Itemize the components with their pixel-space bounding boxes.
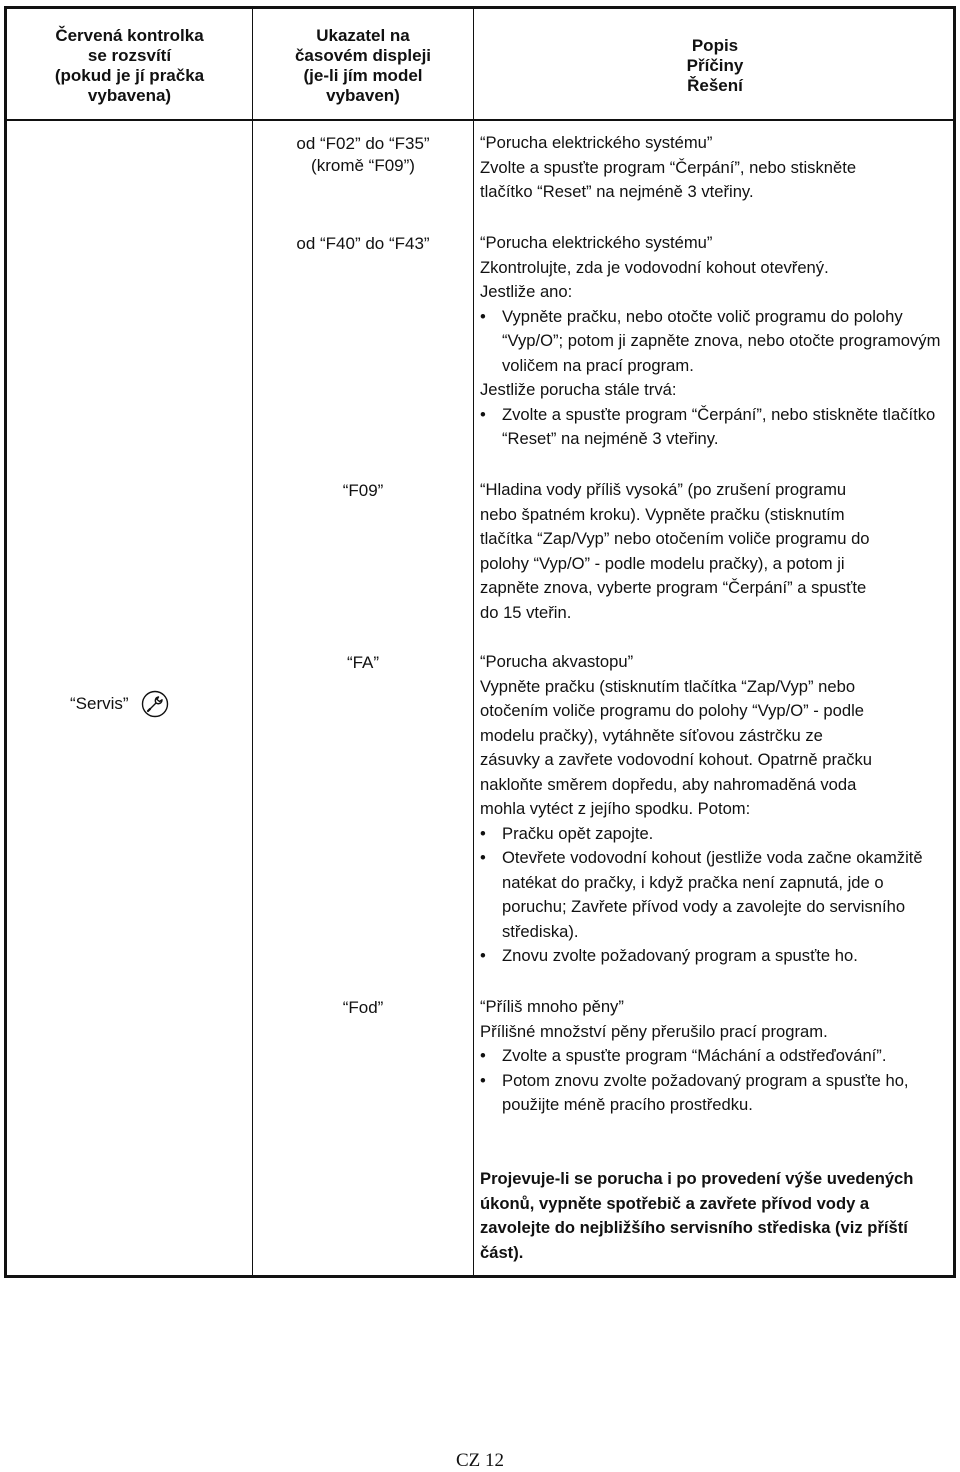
desc-line: “Příliš mnoho pěny” [480,997,624,1016]
code-text: “F09” [342,481,384,500]
desc-line: nakloňte směrem dopředu, aby nahromaděná voda [480,774,857,794]
page-number: CZ 12 [455,1450,505,1471]
header-display-indicator [253,10,473,122]
desc-line: zásuvky a zavřete vodovodní kohout. Opatrně pračku [480,750,873,769]
desc-line: Přílišné množství pěny přerušilo prací program. [480,1021,828,1041]
header-text: Červená kontrolka [55,26,204,45]
code-fod [253,997,473,1019]
desc-row-2 [480,231,950,452]
desc-line: “Porucha akvastopu” [480,652,634,671]
desc-line: otočením voliče programu do polohy “Vyp/O” - podle [480,701,864,720]
desc-row-4 [480,650,950,969]
desc-line: nebo špatném kroku). Vypněte pračku (stisknutím [480,504,845,524]
header-text: Popis [691,36,739,55]
header-description [474,10,956,122]
header-red-light [7,10,252,122]
wrench-icon [141,690,169,718]
code-text: “FA” [346,653,380,672]
bullet-item: • Otevřete vodovodní kohout (jestliže voda začne okamžitě natékat do pračky, i když pračka není zapnutá, jde o poruchu; Zavřete přívod vody a zavolejte do servisního střediska). [480,846,950,944]
bullet-item: • Potom znovu zvolte požadovaný program a spusťte ho, použijte méně pracího prostředku. [480,1069,950,1118]
code-text: od “F02” do “F35” [296,134,430,153]
desc-line: mohla vytéct z jejího spodku. Potom: [480,799,751,818]
desc-line: Vypněte pračku (stisknutím tlačítka “Zap/Vyp” nebo [480,676,856,696]
desc-line: tlačítka “Zap/Vyp” nebo otočením voliče programu do [480,529,870,548]
header-text: Řešení [687,76,743,95]
desc-line: do 15 vteřin. [480,602,572,622]
code-f40-f43 [253,233,473,255]
desc-row-5 [480,995,950,1118]
desc-line: polohy “Vyp/O” - podle modelu pračky), a potom ji [480,553,845,573]
code-fa [253,652,473,674]
servis-indicator [70,690,169,718]
header-text: Ukazatel na [316,26,410,45]
desc-line: tlačítko “Reset” na nejméně 3 vteřiny. [480,182,754,201]
desc-row-1 [480,131,950,205]
code-text: (kromě “F09”) [311,156,415,175]
code-f09 [253,480,473,502]
bullet-item: • Zvolte a spusťte program “Čerpání”, nebo stiskněte tlačítko “Reset” na nejméně 3 vteřiny. [480,403,950,452]
header-text: (pokud je jí pračka [54,66,205,85]
servis-label: “Servis” [70,694,129,713]
final-note-text: Projevuje-li se porucha i po provedení výše uvedených úkonů, vypněte spotřebič a zavřete přívod vody a zavolejte do nejbližšího servisního střediska (viz příští část). [480,1169,914,1262]
bullet-item: • Pračku opět zapojte. [480,822,950,847]
desc-line: “Porucha elektrického systému” [480,233,713,252]
header-text: vybavena) [87,86,172,105]
desc-line: “Porucha elektrického systému” [480,133,713,152]
final-note [480,1167,942,1265]
bullet-item: • Vypněte pračku, nebo otočte volič programu do polohy “Vyp/O”; potom ji zapněte znova, nebo otočte programovým voličem na prací program. [480,305,950,379]
code-f02-f35 [253,133,473,177]
code-text: od “F40” do “F43” [296,234,430,253]
desc-line: modelu pračky), vytáhněte síťovou zástrčku ze [480,725,823,745]
desc-row-3 [480,478,950,625]
header-text: časovém displeji [294,46,432,65]
header-text: se rozsvítí [87,46,172,65]
column-divider [473,9,474,1275]
desc-line: zapněte znova, vyberte program “Čerpání” a spusťte [480,578,867,597]
header-text: Příčiny [686,56,744,75]
desc-line: Jestliže ano: [480,282,573,301]
bullet-item: • Znovu zvolte požadovaný program a spusťte ho. [480,944,950,969]
desc-line: Zkontrolujte, zda je vodovodní kohout otevřený. [480,257,829,277]
header-text: vybaven) [326,86,400,105]
bullet-item: • Zvolte a spusťte program “Máchání a odstřeďování”. [480,1044,950,1069]
column-divider [252,9,253,1275]
code-text: “Fod” [342,998,384,1017]
desc-line: Jestliže porucha stále trvá: [480,380,677,399]
desc-line: “Hladina vody příliš vysoká” (po zrušení programu [480,480,847,499]
header-text: (je-li jím model [303,66,423,85]
desc-line: Zvolte a spusťte program “Čerpání”, nebo stiskněte [480,157,857,177]
